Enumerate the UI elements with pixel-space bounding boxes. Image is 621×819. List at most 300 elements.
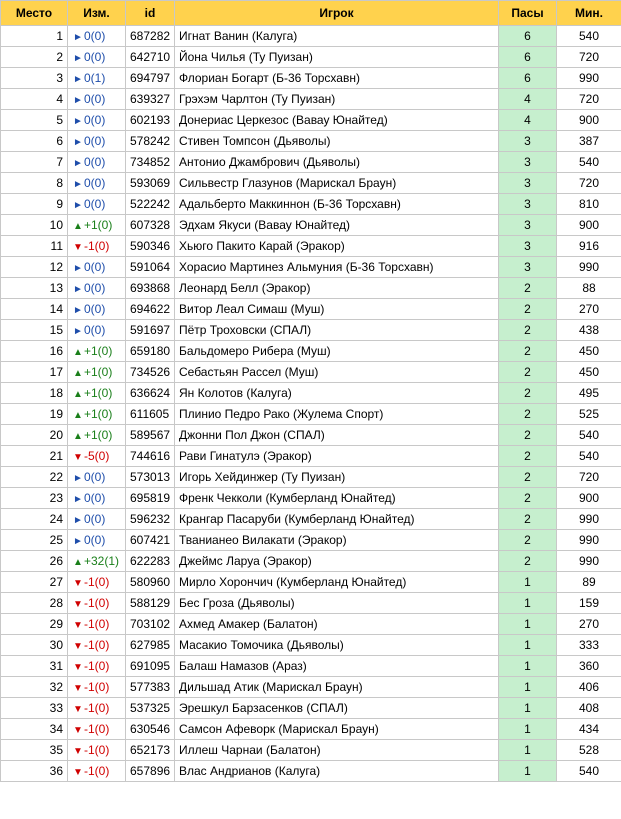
change-value: -1(0) (84, 575, 110, 589)
change-value: 0(0) (84, 470, 106, 484)
player-cell: Влас Андрианов (Калуга) (175, 761, 499, 782)
rank-cell: 14 (1, 299, 68, 320)
table-row (1, 257, 621, 278)
player-cell: Мирло Хорончич (Кумберланд Юнайтед) (175, 572, 499, 593)
id-cell: 607421 (126, 530, 175, 551)
table-row (1, 551, 621, 572)
arrow-up-icon: ▲ (73, 221, 83, 232)
change-cell (68, 341, 126, 362)
change-value: +1(0) (84, 344, 113, 358)
id-cell: 636624 (126, 383, 175, 404)
table-row (1, 572, 621, 593)
id-cell: 659180 (126, 341, 175, 362)
mins-cell: 990 (557, 68, 621, 89)
arrow-right-icon: ► (73, 74, 83, 85)
player-cell: Бес Гроза (Дьяволы) (175, 593, 499, 614)
change-value: -1(0) (84, 764, 110, 778)
passes-cell: 3 (499, 173, 557, 194)
player-cell: Эрешкул Барзасенков (СПАЛ) (175, 698, 499, 719)
player-cell: Плинио Педро Рако (Жулема Спорт) (175, 404, 499, 425)
change-cell (68, 740, 126, 761)
change-cell (68, 551, 126, 572)
change-cell (68, 698, 126, 719)
arrow-right-icon: ► (73, 116, 83, 127)
player-cell: Стивен Томпсон (Дьяволы) (175, 131, 499, 152)
change-value: 0(0) (84, 176, 106, 190)
id-cell: 627985 (126, 635, 175, 656)
passes-cell: 1 (499, 656, 557, 677)
mins-cell: 990 (557, 257, 621, 278)
rank-cell: 26 (1, 551, 68, 572)
change-cell (68, 278, 126, 299)
passes-cell: 2 (499, 341, 557, 362)
mins-cell: 990 (557, 551, 621, 572)
table-row (1, 530, 621, 551)
change-value: -1(0) (84, 680, 110, 694)
id-cell: 573013 (126, 467, 175, 488)
mins-cell: 916 (557, 236, 621, 257)
change-cell (68, 593, 126, 614)
player-cell: Пётр Троховски (СПАЛ) (175, 320, 499, 341)
change-cell (68, 425, 126, 446)
change-cell (68, 152, 126, 173)
arrow-right-icon: ► (73, 53, 83, 64)
id-cell: 588129 (126, 593, 175, 614)
passes-cell: 2 (499, 278, 557, 299)
passes-cell: 4 (499, 89, 557, 110)
passes-cell: 2 (499, 404, 557, 425)
id-cell: 703102 (126, 614, 175, 635)
change-cell (68, 257, 126, 278)
rank-cell: 1 (1, 26, 68, 47)
id-cell: 522242 (126, 194, 175, 215)
table-row (1, 404, 621, 425)
arrow-right-icon: ► (73, 137, 83, 148)
id-cell: 537325 (126, 698, 175, 719)
table-row (1, 110, 621, 131)
passes-cell: 1 (499, 677, 557, 698)
rank-cell: 36 (1, 761, 68, 782)
passes-cell: 2 (499, 551, 557, 572)
change-value: 0(0) (84, 323, 106, 337)
table-row (1, 593, 621, 614)
mins-cell: 720 (557, 89, 621, 110)
change-cell (68, 89, 126, 110)
passes-cell: 3 (499, 215, 557, 236)
rank-cell: 33 (1, 698, 68, 719)
table-row (1, 425, 621, 446)
table-row (1, 89, 621, 110)
player-cell: Игнат Ванин (Калуга) (175, 26, 499, 47)
player-cell: Иллеш Чарнаи (Балатон) (175, 740, 499, 761)
player-cell: Крангар Пасаруби (Кумберланд Юнайтед) (175, 509, 499, 530)
header-change[interactable]: Изм. (68, 1, 126, 26)
rank-cell: 5 (1, 110, 68, 131)
passes-cell: 2 (499, 320, 557, 341)
table-row (1, 635, 621, 656)
table-row (1, 47, 621, 68)
change-cell (68, 656, 126, 677)
player-cell: Хьюго Пакито Карай (Эракор) (175, 236, 499, 257)
arrow-right-icon: ► (73, 473, 83, 484)
rank-cell: 11 (1, 236, 68, 257)
rank-cell: 17 (1, 362, 68, 383)
passes-cell: 6 (499, 47, 557, 68)
mins-cell: 810 (557, 194, 621, 215)
mins-cell: 990 (557, 530, 621, 551)
change-value: -1(0) (84, 743, 110, 757)
id-cell: 691095 (126, 656, 175, 677)
change-cell (68, 299, 126, 320)
mins-cell: 408 (557, 698, 621, 719)
rank-cell: 4 (1, 89, 68, 110)
change-value: -1(0) (84, 722, 110, 736)
header-mins[interactable]: Мин. (557, 1, 621, 26)
table-row (1, 656, 621, 677)
change-value: +1(0) (84, 365, 113, 379)
passes-cell: 2 (499, 425, 557, 446)
id-cell: 744616 (126, 446, 175, 467)
change-cell (68, 236, 126, 257)
id-cell: 591697 (126, 320, 175, 341)
change-value: -1(0) (84, 617, 110, 631)
player-cell: Себастьян Рассел (Муш) (175, 362, 499, 383)
player-cell: Джеймс Ларуа (Эракор) (175, 551, 499, 572)
table-row (1, 299, 621, 320)
rank-cell: 25 (1, 530, 68, 551)
arrow-right-icon: ► (73, 494, 83, 505)
mins-cell: 434 (557, 719, 621, 740)
arrow-right-icon: ► (73, 515, 83, 526)
change-value: 0(0) (84, 50, 106, 64)
id-cell: 611605 (126, 404, 175, 425)
player-cell: Грэхэм Чарлтон (Ту Пуизан) (175, 89, 499, 110)
table-row (1, 719, 621, 740)
change-value: 0(0) (84, 155, 106, 169)
rank-cell: 35 (1, 740, 68, 761)
table-row (1, 761, 621, 782)
change-value: -5(0) (84, 449, 110, 463)
id-cell: 694797 (126, 68, 175, 89)
rank-cell: 12 (1, 257, 68, 278)
arrow-down-icon: ▼ (73, 641, 83, 652)
table-row (1, 26, 621, 47)
player-cell: Френк Чекколи (Кумберланд Юнайтед) (175, 488, 499, 509)
mins-cell: 159 (557, 593, 621, 614)
arrow-right-icon: ► (73, 95, 83, 106)
table-row (1, 488, 621, 509)
arrow-down-icon: ▼ (73, 599, 83, 610)
passes-cell: 2 (499, 383, 557, 404)
player-cell: Балаш Намазов (Араз) (175, 656, 499, 677)
rank-cell: 31 (1, 656, 68, 677)
rank-cell: 28 (1, 593, 68, 614)
passes-cell: 6 (499, 26, 557, 47)
change-value: -1(0) (84, 638, 110, 652)
change-cell (68, 761, 126, 782)
change-value: 0(0) (84, 302, 106, 316)
id-cell: 590346 (126, 236, 175, 257)
change-value: +1(0) (84, 218, 113, 232)
arrow-up-icon: ▲ (73, 347, 83, 358)
player-cell: Ян Колотов (Калуга) (175, 383, 499, 404)
passes-cell: 2 (499, 509, 557, 530)
id-cell: 694622 (126, 299, 175, 320)
change-cell (68, 446, 126, 467)
arrow-up-icon: ▲ (73, 410, 83, 421)
rank-cell: 20 (1, 425, 68, 446)
mins-cell: 387 (557, 131, 621, 152)
player-cell: Адальберто Маккиннон (Б-36 Торсхавн) (175, 194, 499, 215)
rank-cell: 22 (1, 467, 68, 488)
change-cell (68, 509, 126, 530)
mins-cell: 450 (557, 341, 621, 362)
change-cell (68, 68, 126, 89)
player-cell: Тванианео Вилакати (Эракор) (175, 530, 499, 551)
mins-cell: 333 (557, 635, 621, 656)
passes-cell: 3 (499, 131, 557, 152)
mins-cell: 495 (557, 383, 621, 404)
arrow-down-icon: ▼ (73, 242, 83, 253)
arrow-down-icon: ▼ (73, 578, 83, 589)
arrow-up-icon: ▲ (73, 368, 83, 379)
passes-cell: 1 (499, 698, 557, 719)
arrow-right-icon: ► (73, 158, 83, 169)
id-cell: 693868 (126, 278, 175, 299)
change-value: 0(0) (84, 197, 106, 211)
id-cell: 734526 (126, 362, 175, 383)
arrow-down-icon: ▼ (73, 704, 83, 715)
id-cell: 580960 (126, 572, 175, 593)
change-value: 0(0) (84, 491, 106, 505)
rank-cell: 24 (1, 509, 68, 530)
passes-cell: 3 (499, 236, 557, 257)
rank-cell: 7 (1, 152, 68, 173)
rank-cell: 30 (1, 635, 68, 656)
change-value: -1(0) (84, 659, 110, 673)
mins-cell: 540 (557, 761, 621, 782)
table-row (1, 677, 621, 698)
arrow-right-icon: ► (73, 179, 83, 190)
table-row (1, 698, 621, 719)
change-value: +1(0) (84, 428, 113, 442)
arrow-down-icon: ▼ (73, 725, 83, 736)
table-row (1, 215, 621, 236)
mins-cell: 360 (557, 656, 621, 677)
table-body (1, 26, 621, 782)
passes-cell: 3 (499, 194, 557, 215)
table-row (1, 278, 621, 299)
passes-cell: 3 (499, 257, 557, 278)
table-row (1, 614, 621, 635)
change-cell (68, 194, 126, 215)
player-cell: Самсон Афеворк (Марискал Браун) (175, 719, 499, 740)
mins-cell: 900 (557, 488, 621, 509)
rank-cell: 13 (1, 278, 68, 299)
change-value: 0(0) (84, 281, 106, 295)
change-value: 0(0) (84, 113, 106, 127)
id-cell: 593069 (126, 173, 175, 194)
arrow-down-icon: ▼ (73, 620, 83, 631)
player-cell: Дильшад Атик (Марискал Браун) (175, 677, 499, 698)
passes-cell: 1 (499, 572, 557, 593)
change-value: 0(0) (84, 533, 106, 547)
arrow-down-icon: ▼ (73, 662, 83, 673)
change-cell (68, 635, 126, 656)
id-cell: 596232 (126, 509, 175, 530)
rank-cell: 32 (1, 677, 68, 698)
passes-cell: 1 (499, 740, 557, 761)
change-value: +1(0) (84, 407, 113, 421)
id-cell: 734852 (126, 152, 175, 173)
change-value: -1(0) (84, 239, 110, 253)
id-cell: 652173 (126, 740, 175, 761)
id-cell: 602193 (126, 110, 175, 131)
passes-cell: 6 (499, 68, 557, 89)
table-row (1, 383, 621, 404)
change-cell (68, 26, 126, 47)
change-value: 0(0) (84, 29, 106, 43)
player-cell: Сильвестр Глазунов (Марискал Браун) (175, 173, 499, 194)
arrow-down-icon: ▼ (73, 452, 83, 463)
player-cell: Леонард Белл (Эракор) (175, 278, 499, 299)
table-row (1, 740, 621, 761)
header-player[interactable]: Игрок (175, 1, 499, 26)
id-cell: 642710 (126, 47, 175, 68)
mins-cell: 89 (557, 572, 621, 593)
change-value: 0(0) (84, 134, 106, 148)
player-cell: Флориан Богарт (Б-36 Торсхавн) (175, 68, 499, 89)
change-cell (68, 530, 126, 551)
rank-cell: 27 (1, 572, 68, 593)
change-value: 0(0) (84, 260, 106, 274)
player-cell: Бальдомеро Рибера (Муш) (175, 341, 499, 362)
player-cell: Игорь Хейдинжер (Ту Пуизан) (175, 467, 499, 488)
header-passes[interactable]: Пасы (499, 1, 557, 26)
mins-cell: 528 (557, 740, 621, 761)
table-row (1, 341, 621, 362)
mins-cell: 720 (557, 467, 621, 488)
id-cell: 687282 (126, 26, 175, 47)
rank-cell: 6 (1, 131, 68, 152)
mins-cell: 990 (557, 509, 621, 530)
mins-cell: 900 (557, 110, 621, 131)
mins-cell: 270 (557, 614, 621, 635)
change-cell (68, 383, 126, 404)
change-value: -1(0) (84, 701, 110, 715)
passes-cell: 1 (499, 719, 557, 740)
change-cell (68, 404, 126, 425)
mins-cell: 720 (557, 173, 621, 194)
table-row (1, 362, 621, 383)
passes-cell: 2 (499, 446, 557, 467)
rank-cell: 2 (1, 47, 68, 68)
passes-cell: 2 (499, 530, 557, 551)
player-cell: Масакио Томочика (Дьяволы) (175, 635, 499, 656)
id-cell: 630546 (126, 719, 175, 740)
table-row (1, 467, 621, 488)
rank-cell: 8 (1, 173, 68, 194)
player-cell: Джонни Пол Джон (СПАЛ) (175, 425, 499, 446)
player-cell: Донериас Церкезос (Вавау Юнайтед) (175, 110, 499, 131)
mins-cell: 540 (557, 26, 621, 47)
rank-cell: 21 (1, 446, 68, 467)
mins-cell: 525 (557, 404, 621, 425)
mins-cell: 270 (557, 299, 621, 320)
mins-cell: 720 (557, 47, 621, 68)
rank-cell: 34 (1, 719, 68, 740)
change-cell (68, 131, 126, 152)
mins-cell: 540 (557, 425, 621, 446)
rank-cell: 19 (1, 404, 68, 425)
change-value: -1(0) (84, 596, 110, 610)
change-cell (68, 488, 126, 509)
header-id[interactable]: id (126, 1, 175, 26)
mins-cell: 450 (557, 362, 621, 383)
change-cell (68, 110, 126, 131)
arrow-right-icon: ► (73, 305, 83, 316)
arrow-down-icon: ▼ (73, 746, 83, 757)
table-row (1, 320, 621, 341)
id-cell: 622283 (126, 551, 175, 572)
table-row (1, 173, 621, 194)
player-cell: Рави Гинатулэ (Эракор) (175, 446, 499, 467)
change-cell (68, 173, 126, 194)
table-row (1, 131, 621, 152)
change-cell (68, 215, 126, 236)
passes-cell: 2 (499, 488, 557, 509)
id-cell: 577383 (126, 677, 175, 698)
mins-cell: 406 (557, 677, 621, 698)
mins-cell: 540 (557, 446, 621, 467)
rank-cell: 29 (1, 614, 68, 635)
rank-cell: 15 (1, 320, 68, 341)
change-cell (68, 47, 126, 68)
change-value: +32(1) (84, 554, 120, 568)
passes-cell: 1 (499, 635, 557, 656)
mins-cell: 900 (557, 215, 621, 236)
table-row (1, 68, 621, 89)
id-cell: 591064 (126, 257, 175, 278)
table-row (1, 509, 621, 530)
change-cell (68, 320, 126, 341)
id-cell: 589567 (126, 425, 175, 446)
change-value: 0(0) (84, 512, 106, 526)
rank-cell: 18 (1, 383, 68, 404)
passes-cell: 3 (499, 152, 557, 173)
arrow-right-icon: ► (73, 284, 83, 295)
header-rank[interactable]: Место (1, 1, 68, 26)
mins-cell: 88 (557, 278, 621, 299)
player-cell: Антонио Джамбрович (Дьяволы) (175, 152, 499, 173)
id-cell: 578242 (126, 131, 175, 152)
table-row (1, 152, 621, 173)
change-cell (68, 719, 126, 740)
change-cell (68, 467, 126, 488)
arrow-right-icon: ► (73, 536, 83, 547)
arrow-down-icon: ▼ (73, 767, 83, 778)
arrow-right-icon: ► (73, 326, 83, 337)
change-value: +1(0) (84, 386, 113, 400)
passes-cell: 2 (499, 299, 557, 320)
passes-cell: 1 (499, 761, 557, 782)
passes-cell: 2 (499, 362, 557, 383)
rank-cell: 10 (1, 215, 68, 236)
change-cell (68, 572, 126, 593)
change-cell (68, 614, 126, 635)
header-row (1, 1, 621, 26)
player-cell: Эдхам Якуси (Вавау Юнайтед) (175, 215, 499, 236)
